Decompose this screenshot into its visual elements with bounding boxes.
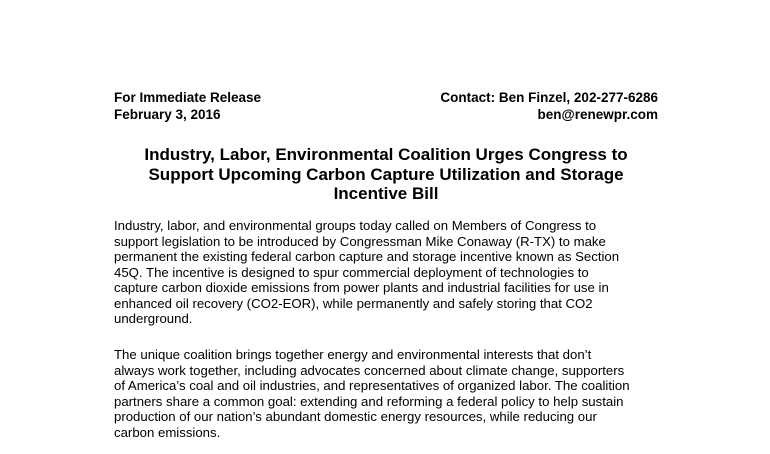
paragraph-line: always work together, including advocates concerned about climate change, supporters: [114, 362, 625, 378]
paragraph-line: Industry, labor, and environmental groups today called on Members of Congress to: [114, 218, 597, 233]
header-row-bottom: [114, 106, 658, 123]
paragraph-line: carbon emissions.: [114, 424, 221, 440]
headline-line: Support Upcoming Carbon Capture Utilization and Storage: [148, 164, 624, 184]
paragraph-line: The unique coalition brings together energy and environmental interests that don’t: [114, 347, 592, 362]
contact-email: ben@renewpr.com: [537, 107, 658, 122]
headline-line: Incentive Bill: [333, 184, 439, 203]
paragraph-line: underground.: [114, 311, 193, 326]
paragraph-line: enhanced oil recovery (CO2-EOR), while permanently and safely storing that CO2: [114, 295, 593, 311]
paragraph-line: production of our nation’s abundant domestic energy resources, while reducing our: [114, 409, 597, 424]
paragraph-line: capture carbon dioxide emissions from power plants and industrial facilities for use in: [114, 280, 609, 295]
paragraph-line: of America’s coal and oil industries, and representatives of organized labor. The coalition: [114, 378, 630, 393]
headline-line: Industry, Labor, Environmental Coalition Urges Congress to: [144, 145, 628, 164]
paragraph-line: permanent the existing federal carbon capture and storage incentive known as Section: [114, 249, 620, 264]
release-date: February 3, 2016: [114, 107, 221, 122]
body-paragraph-2: [114, 347, 674, 440]
paragraph-line: support legislation to be introduced by Congressman Mike Conaway (R-TX) to make: [114, 233, 606, 249]
body-paragraph-1: [114, 218, 674, 327]
headline: [110, 145, 662, 204]
paragraph-line: partners share a common goal: extending and reforming a federal policy to help sustain: [114, 393, 624, 409]
release-label: For Immediate Release: [114, 90, 262, 105]
paragraph-line: 45Q. The incentive is designed to spur commercial deployment of technologies to: [114, 264, 589, 280]
header-row-top: [114, 89, 658, 106]
contact-line: Contact: Ben Finzel, 202-277-6286: [440, 90, 658, 105]
